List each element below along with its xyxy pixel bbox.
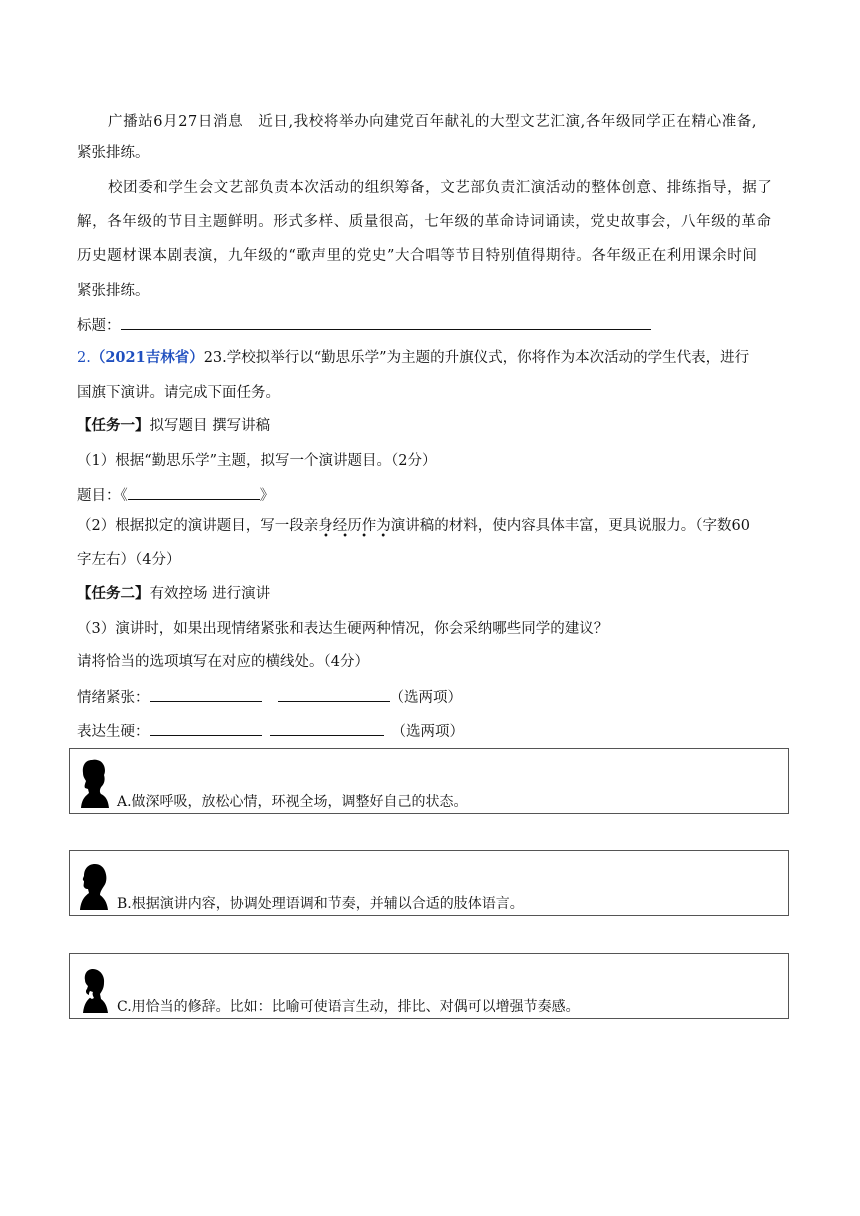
passage-line: 紧张排练。: [77, 283, 150, 299]
topic-prefix: 题目：《: [77, 488, 128, 504]
nervous-blank-1[interactable]: [150, 686, 262, 702]
stiff-blank-2[interactable]: [270, 720, 384, 736]
task1-heading: [77, 416, 270, 436]
subquestion-1: （1）根据“勤思乐学”主题，拟写一个演讲题目。（2分）: [77, 453, 437, 469]
girl-silhouette-icon: [78, 756, 110, 808]
option-text: B.根据演讲内容，协调处理语调和节奏，并辅以合适的肢体语言。: [117, 896, 524, 912]
thinking-person-silhouette-icon: [78, 961, 110, 1013]
stiff-answer-line: [77, 720, 464, 742]
passage-line: 广播站6月27日消息 近日,我校将举办向建党百年献礼的大型文艺汇演,各年级同学正在精心准备,: [108, 114, 758, 130]
passage-line: 解，各年级的节目主题鲜明。形式多样、质量很高，七年级的革命诗词诵读，党史故事会，八年级的革命: [77, 214, 772, 230]
subquestion-3-cont: 请将恰当的选项填写在对应的横线处。（4分）: [77, 654, 369, 670]
topic-blank[interactable]: [128, 484, 260, 500]
title-answer-line: [77, 314, 651, 336]
question-2-line: [77, 348, 749, 368]
option-box-b: [69, 850, 789, 916]
topic-line: [77, 484, 274, 506]
task2-heading: [77, 584, 270, 604]
question-text-line: 国旗下演讲。请完成下面任务。: [77, 385, 280, 401]
subquestion-2-cont: 字左右）（4分）: [77, 552, 181, 568]
subquestion-3: （3）演讲时，如果出现情绪紧张和表达生硬两种情况，你会采纳哪些同学的建议？: [77, 621, 609, 637]
title-blank[interactable]: [121, 314, 651, 330]
question-source: （2021吉林省）: [90, 349, 204, 366]
passage-line: 紧张排练。: [77, 145, 150, 161]
passage-line: 历史题材课本剧表演，九年级的“歌声里的党史”大合唱等节目特别值得期待。各年级正在利用课余时间: [77, 248, 758, 264]
title-label: 标题：: [77, 318, 121, 334]
nervous-blank-2[interactable]: [278, 686, 390, 702]
topic-suffix: 》: [259, 488, 275, 504]
subquestion-2: （2）根据拟定的演讲题目，写一段亲身经历作为演讲稿的材料，使内容具体丰富，更具说服力。（字数60: [77, 518, 750, 534]
option-box-a: [69, 748, 789, 814]
choose-two-note: （选两项）: [389, 690, 462, 706]
stiff-blank-1[interactable]: [150, 720, 262, 736]
task2-title: 有效控场 进行演讲: [149, 586, 271, 602]
task2-bracket: 【任务二】: [77, 585, 150, 602]
nervous-label: 情绪紧张：: [77, 690, 150, 706]
nervous-answer-line: [77, 686, 462, 708]
question-text: 23.学校拟举行以“勤思乐学”为主题的升旗仪式，你将作为本次活动的学生代表，进行: [203, 350, 750, 366]
choose-two-note: （选两项）: [391, 724, 464, 740]
question-number: 2.: [77, 350, 91, 366]
task1-bracket: 【任务一】: [77, 417, 150, 434]
emphasis-dots: • • • •: [323, 531, 392, 542]
option-box-c: [69, 953, 789, 1019]
stiff-label: 表达生硬：: [77, 724, 150, 740]
task1-title: 拟写题目 撰写讲稿: [149, 418, 271, 434]
boy-silhouette-icon: [78, 858, 110, 910]
option-text: C.用恰当的修辞。比如：比喻可使语言生动，排比、对偶可以增强节奏感。: [117, 999, 580, 1015]
passage-line: 校团委和学生会文艺部负责本次活动的组织筹备，文艺部负责汇演活动的整体创意、排练指导，据了: [108, 180, 773, 196]
option-text: A.做深呼吸，放松心情，环视全场，调整好自己的状态。: [117, 794, 468, 810]
